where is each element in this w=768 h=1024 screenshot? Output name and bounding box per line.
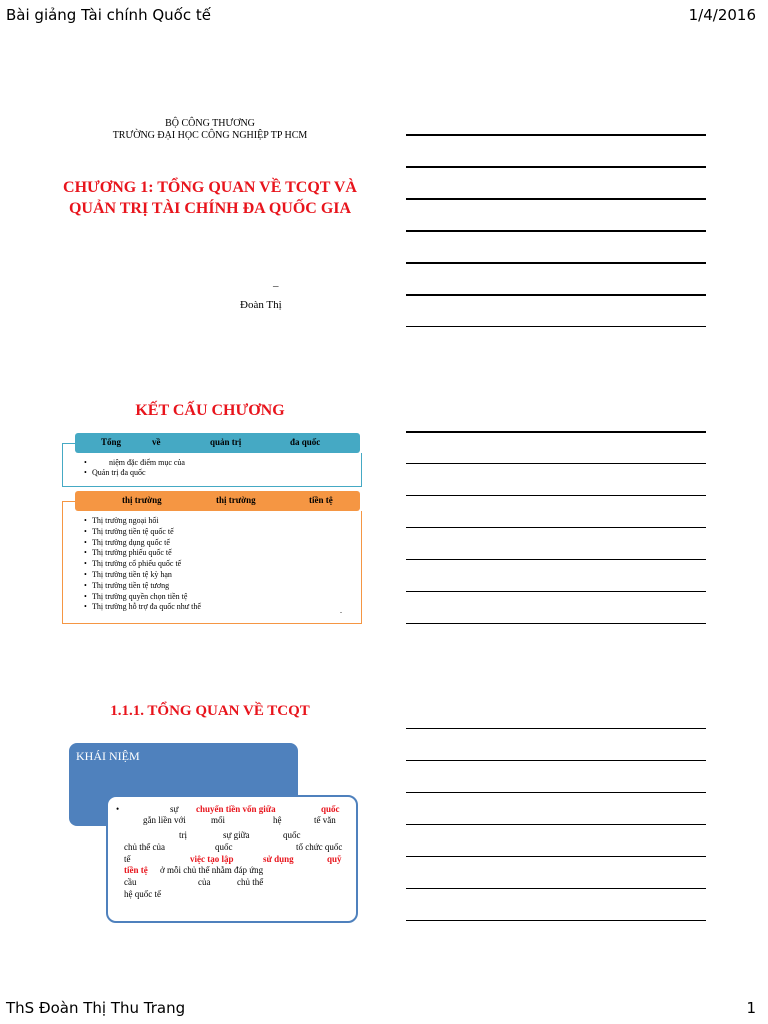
def-word: ở mỗi chủ thể nhằm đáp ứng — [160, 865, 264, 875]
list-item: • niệm đặc điểm mục của — [84, 458, 185, 468]
note-line — [406, 792, 706, 793]
note-line — [406, 760, 706, 761]
list-item: • Thị trường hỗ trợ đa quốc như thế — [84, 602, 201, 613]
footer-author: ThS Đoàn Thị Thu Trang — [6, 999, 186, 1017]
def-highlight: tiền tệ — [124, 865, 148, 875]
note-line — [406, 920, 706, 921]
markets-list — [84, 516, 201, 613]
bar-word: đa quốc — [290, 437, 321, 447]
def-highlight: chuyển tiền vốn giữa — [196, 804, 276, 814]
def-highlight: quốc — [321, 804, 340, 814]
note-line — [406, 888, 706, 889]
def-word: chủ thể của — [124, 842, 165, 852]
bar-word: về — [152, 437, 161, 447]
note-line — [406, 495, 706, 496]
note-line — [406, 294, 706, 296]
def-word: hệ — [273, 815, 282, 825]
def-word: chủ thể — [237, 877, 264, 887]
note-line — [406, 230, 706, 232]
list-item: • Quản trị đa quốc — [84, 468, 185, 478]
list-item: • Thị trường quyền chọn tiền tệ — [84, 592, 201, 603]
slide-author: Đoàn Thị — [240, 299, 282, 311]
def-word: sự — [170, 804, 179, 814]
chapter-title-line-2: QUẢN TRỊ TÀI CHÍNH ĐA QUỐC GIA — [68, 200, 352, 217]
note-line — [406, 431, 706, 433]
concept-label: KHÁI NIỆM — [76, 749, 140, 763]
note-line — [406, 559, 706, 560]
bar-word: quản trị — [210, 437, 242, 447]
section-bar-markets — [75, 491, 360, 511]
list-item: • Thị trường tiền tệ quốc tế — [84, 527, 201, 538]
def-word: trị — [179, 830, 187, 840]
section-title: 1.1.1. TỔNG QUAN VỀ TCQT — [110, 703, 310, 719]
note-line — [406, 824, 706, 825]
def-word: sự giữa — [223, 830, 250, 840]
note-line — [406, 134, 706, 136]
def-highlight: quỹ — [327, 854, 342, 864]
bullet: • — [116, 804, 120, 814]
def-word: của — [198, 877, 211, 887]
note-line — [406, 856, 706, 857]
list-item: • Thị trường dụng quốc tế — [84, 538, 201, 549]
def-word: tế — [124, 854, 131, 864]
bar-word: thị trường — [216, 495, 256, 505]
structure-title: KẾT CẤU CHƯƠNG — [135, 402, 285, 419]
list-item: • Thị trường tiền tệ kỳ hạn — [84, 570, 201, 581]
note-line — [406, 198, 706, 200]
list-item: • Thị trường phiếu quốc tế — [84, 548, 201, 559]
section-bar-overview — [75, 433, 360, 453]
note-line — [406, 166, 706, 168]
note-line — [406, 326, 706, 327]
def-word: quốc — [283, 830, 301, 840]
def-word: tổ chức quốc — [296, 842, 343, 852]
list-item: • Thị trường tiền tệ tương — [84, 581, 201, 592]
def-word: hệ quốc tế — [124, 889, 161, 899]
connector — [62, 501, 76, 502]
def-word: tế văn — [314, 815, 336, 825]
note-line — [406, 591, 706, 592]
note-line — [406, 527, 706, 528]
ministry-heading — [60, 118, 360, 142]
bar-word: Tổng — [101, 437, 122, 447]
bar-word: tiền tệ — [309, 495, 333, 505]
list-item: • Thị trường cổ phiếu quốc tế — [84, 559, 201, 570]
school-name: TRƯỜNG ĐẠI HỌC CÔNG NGHIỆP TP HCM — [112, 130, 308, 141]
note-line — [406, 463, 706, 464]
page-number: 1 — [746, 999, 756, 1017]
note-line — [406, 728, 706, 729]
def-word: gắn liền với — [143, 815, 186, 825]
header-title: Bài giảng Tài chính Quốc tế — [6, 6, 211, 24]
list-item: • Thị trường ngoại hối — [84, 516, 201, 527]
def-word: cầu — [124, 877, 137, 887]
chapter-title-line-1: CHƯƠNG 1: TỔNG QUAN VỀ TCQT VÀ — [63, 179, 357, 196]
ministry-name: BỘ CÔNG THƯƠNG — [165, 118, 255, 129]
header-date: 1/4/2016 — [688, 6, 756, 24]
trailing-mark: . — [340, 606, 342, 615]
overview-list — [84, 458, 185, 477]
connector — [62, 443, 76, 444]
bar-word: thị trường — [122, 495, 162, 505]
dash: – — [273, 280, 279, 292]
def-word: quốc — [215, 842, 233, 852]
note-line — [406, 623, 706, 624]
def-highlight: sử dụng — [263, 854, 294, 864]
def-highlight: việc tạo lập — [190, 854, 234, 864]
def-word: mối — [211, 815, 226, 825]
note-line — [406, 262, 706, 264]
chapter-title — [40, 177, 380, 219]
